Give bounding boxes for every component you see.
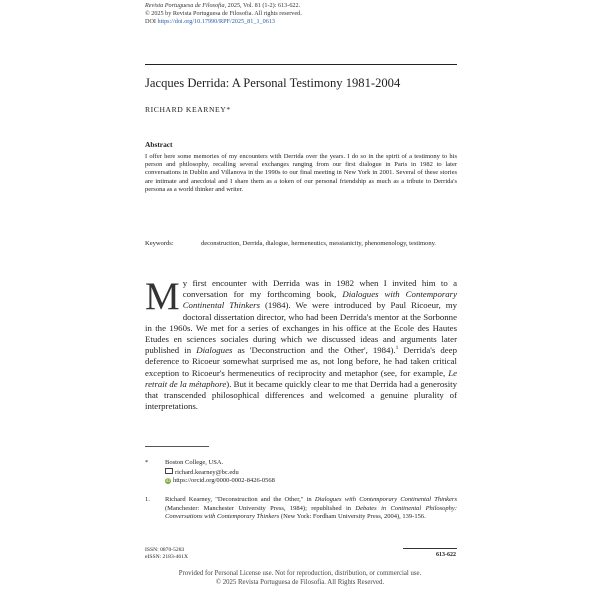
page-rule <box>403 548 457 549</box>
footnote-text: (Manchester: Manchester University Press, 1984); republished in <box>165 504 356 512</box>
page-range: 613-622 <box>436 552 456 558</box>
work-title: Le retrait de la métaphore <box>145 367 457 389</box>
license-footer <box>0 570 600 588</box>
orcid-icon: iD <box>165 477 171 483</box>
author-footnote <box>145 459 457 486</box>
affiliation: Boston College, USA. <box>165 459 224 466</box>
license-text: Provided for Personal License use. Not for reproduction, distribution, or commercial use. <box>178 570 422 577</box>
article-author: RICHARD KEARNEY* <box>145 105 231 114</box>
author-email[interactable]: richard.kearney@bc.edu <box>175 468 239 476</box>
mail-icon <box>165 468 173 474</box>
header-rule <box>145 64 457 65</box>
footnote-title: Dialogues with Contemporary Continental Thinkers <box>314 496 457 503</box>
journal-name: Revista Portuguesa de Filosofia <box>145 2 225 9</box>
footnote-1 <box>145 496 457 522</box>
eissn: eISSN: 2183-461X <box>145 554 189 560</box>
issn: ISSN: 0870-5283 <box>145 547 185 553</box>
footnote-number: 1. <box>145 496 150 503</box>
doi-label: DOI <box>145 18 156 26</box>
footnote-title: Debates in Continental Philosophy: Conversations with Contemporary Thinkers <box>165 504 457 520</box>
book-title: Dialogues <box>196 345 233 356</box>
footnote-rule <box>145 446 209 447</box>
keywords-label: Keywords: <box>145 240 174 247</box>
drop-cap: M <box>145 275 180 318</box>
body-text: Derrida's deep deference to Ricoeur somewhat surprised me as, not long before, he had taken critical exception to Ricoeur's hermeneutics of reciprocity and metaphor (see, for example, <box>145 345 457 378</box>
footnote-text: Richard Kearney, "Deconstruction and the Other," in <box>165 496 315 503</box>
body-paragraph <box>145 275 458 412</box>
journal-issue: , 2025, Vol. 81 (1-2): 613-622. <box>224 2 301 9</box>
keywords <box>145 240 457 248</box>
book-title: Dialogues with Contemporary Continental Thinkers <box>182 289 457 311</box>
abstract-heading: Abstract <box>145 140 173 149</box>
license-copyright: © 2025 Revista Portuguesa de Filosofia. All Rights Reserved. <box>215 578 385 586</box>
footnote-ref[interactable]: 1 <box>395 345 399 352</box>
keywords-value: deconstruction, Derrida, dialogue, hermeneutics, messianicity, phenomenology, testimony. <box>201 240 437 247</box>
doi-link[interactable]: https://doi.org/10.17990/RPF/2025_81_1_0613 <box>157 18 276 26</box>
body-text: (1984). We were introduced by Paul Ricoeur, my doctoral dissertation director, who had been Derrida's mentor at the Sorbonne in the 1960s. We met for a series of exchanges in his office at the Ecole des Hautes Etudes en sciences sociales during which we discussed ideas and arguments later published in <box>145 300 458 356</box>
issn-block <box>145 547 188 561</box>
article-title: Jacques Derrida: A Personal Testimony 1981-2004 <box>145 76 401 90</box>
footnote-text: (New York: Fordham University Press, 2004), 139-156. <box>279 513 426 520</box>
body-text: y first encounter with Derrida was in 1982 when I invited him to a conversation for my forthcoming book, <box>182 278 457 300</box>
body-text: as 'Deconstruction and the Other', 1984). <box>232 345 396 356</box>
abstract-text: I offer here some memories of my encounters with Derrida over the years. I do so in the spirit of a testimony to his person and philosophy, recalling several exchanges ranging from our first dialogue in Paris in 1982 to later conversations in Dublin and Villanova in the 1990s to our final meeting in New York in 2001. Several of these stories are intimate and anecdotal and I share them as a token of our personal friendship as much as a tribute to Derrida's persona as a world thinker and writer. <box>145 153 457 193</box>
orcid-link[interactable]: https://orcid.org/0000-0002-8426-0568 <box>173 477 275 484</box>
footnote-star: * <box>145 459 149 466</box>
body-text: ). But it became quickly clear to me that Derrida had a generosity that transcended philosophical differences and welcomed a genuine plurality of interpretations. <box>145 378 458 412</box>
journal-header <box>145 2 465 27</box>
journal-copyright: © 2025 by Revista Portuguesa de Filosofia. All rights reserved. <box>145 10 302 18</box>
